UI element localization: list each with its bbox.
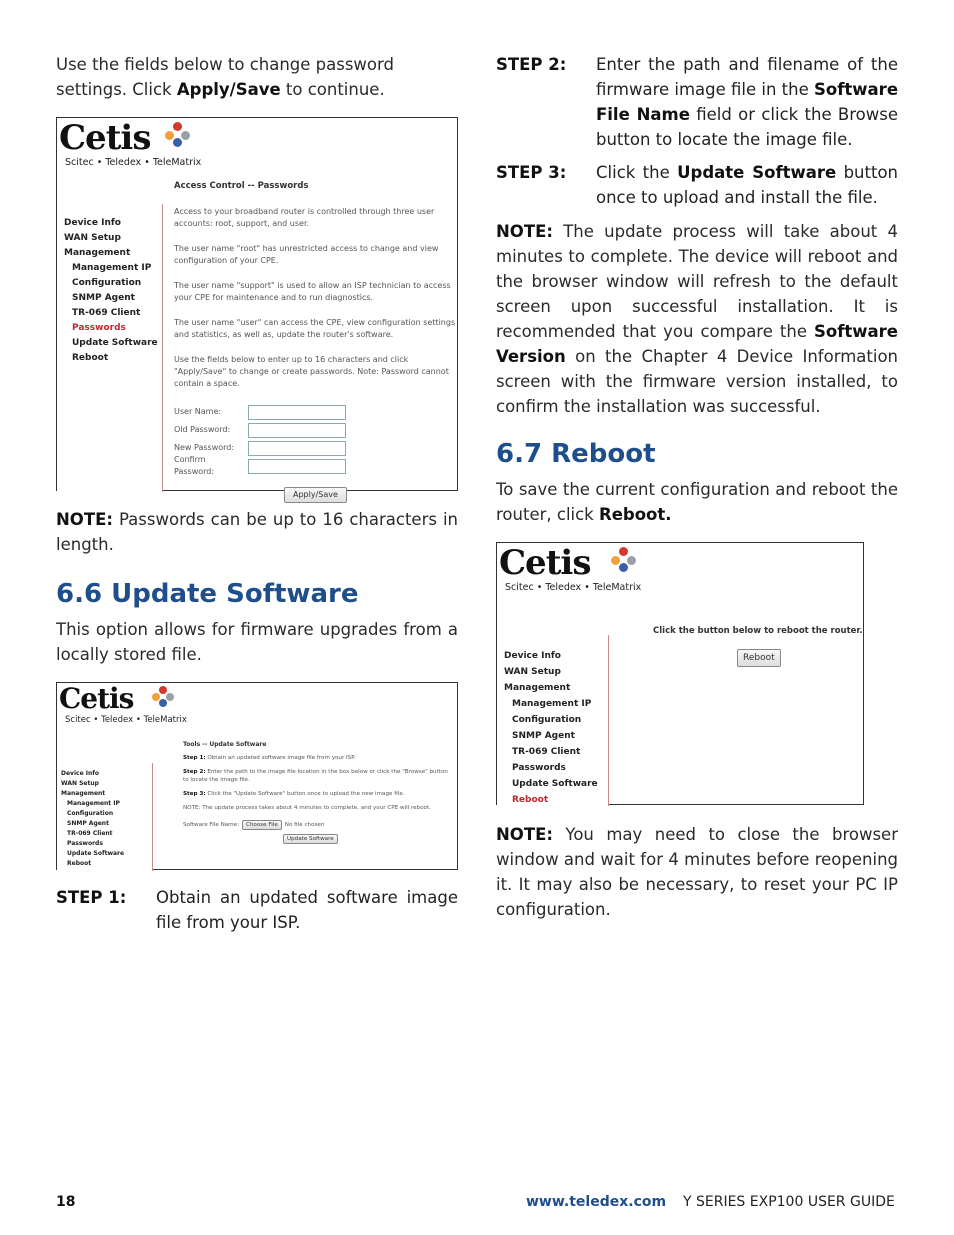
nav-update-software[interactable]: Update Software <box>512 779 598 789</box>
nav-device-info[interactable]: Device Info <box>64 218 121 228</box>
passwords-screenshot <box>56 117 458 499</box>
passwords-desc-2: The user name "root" has unrestricted access to change and view configuration of your CPE. <box>174 244 439 265</box>
update-step-3: Step 3: Click the "Update Software" button once to upload the new image file. <box>183 791 405 797</box>
new-password-label: New Password: <box>174 443 235 452</box>
nav-tr069-client[interactable]: TR-069 Client <box>72 308 141 318</box>
logo-word: Cetis <box>499 543 591 583</box>
nav-snmp-agent[interactable]: SNMP Agent <box>512 731 575 741</box>
software-file-row <box>183 820 455 830</box>
logo-tagline: Scitec • Teledex • TeleMatrix <box>65 157 202 168</box>
step-1 <box>56 885 458 935</box>
footer-guide-title: Y SERIES EXP100 USER GUIDE <box>683 1194 895 1210</box>
confirm-password-input[interactable] <box>248 459 346 474</box>
update-page-title: Tools -- Update Software <box>183 741 267 748</box>
update-software-screenshot <box>56 682 458 870</box>
old-password-input[interactable] <box>248 423 346 438</box>
passwords-desc-1: Access to your broadband router is controlled through three user accounts: root, support, and user. <box>174 207 435 228</box>
nav-management-ip[interactable]: Management IP <box>72 263 152 273</box>
step-1-label: STEP 1: <box>56 888 127 907</box>
update-software-intro: This option allows for firmware upgrades from a locally stored file. <box>56 620 458 664</box>
step-2-label: STEP 2: <box>496 55 567 74</box>
user-name-label: User Name: <box>174 407 222 416</box>
update-step-1: Step 1: Obtain an updated software image file from your ISP. <box>183 755 356 761</box>
step-1-text: Obtain an updated software image file from your ISP. <box>156 888 458 932</box>
nav-snmp-agent[interactable]: SNMP Agent <box>72 293 135 303</box>
reboot-button-wrap <box>653 649 863 667</box>
user-name-input[interactable] <box>248 405 346 420</box>
confirm-password-label: Confirm Password: <box>174 455 215 476</box>
old-password-row <box>174 421 457 439</box>
logo-word: Cetis <box>59 118 151 158</box>
note-label: NOTE: <box>496 222 553 241</box>
passwords-note: NOTE: Passwords can be up to 16 characters in length. <box>56 510 458 554</box>
step-3-label: STEP 3: <box>496 163 567 182</box>
logo-dots-icon <box>151 686 179 708</box>
reboot-button[interactable]: Reboot <box>737 649 781 667</box>
apply-save-button[interactable]: Apply/Save <box>284 487 347 503</box>
update-note: NOTE: The update process takes about 4 minutes to complete, and your CPE will reboot. <box>183 805 431 811</box>
update-software-content <box>183 741 455 844</box>
nav-sidebar <box>57 204 163 492</box>
nav-sidebar <box>57 763 153 871</box>
nav-management[interactable]: Management <box>504 683 571 693</box>
logo-dots-icon <box>163 122 195 148</box>
nav-tr069-client[interactable]: TR-069 Client <box>67 830 113 837</box>
note-label: NOTE: <box>56 510 113 529</box>
logo-tagline: Scitec • Teledex • TeleMatrix <box>505 582 642 593</box>
nav-snmp-agent[interactable]: SNMP Agent <box>67 820 109 827</box>
passwords-desc-4: The user name "user" can access the CPE, view configuration settings and statistics, as well as, update the router's software. <box>174 318 456 339</box>
logo-tagline: Scitec • Teledex • TeleMatrix <box>65 715 187 725</box>
update-button-wrap <box>183 834 455 844</box>
page-number: 18 <box>56 1194 76 1210</box>
apply-save-term: Apply/Save <box>176 80 281 99</box>
footer-url-link[interactable]: www.teledex.com <box>526 1194 667 1210</box>
nav-reboot[interactable]: Reboot <box>67 860 92 867</box>
reboot-instruction: Click the button below to reboot the router. <box>653 626 863 636</box>
nav-device-info[interactable]: Device Info <box>61 770 99 777</box>
note-label: NOTE: <box>496 825 553 844</box>
step-2-text: Enter the path and filename of the firmware image file in the Software File Name field or click the Browse button to locate the image file. <box>596 55 899 149</box>
nav-configuration[interactable]: Configuration <box>67 810 114 817</box>
choose-file-button[interactable]: Choose File <box>242 820 282 830</box>
step-3 <box>496 160 898 210</box>
confirm-password-row <box>174 457 457 475</box>
logo-word: Cetis <box>59 682 134 715</box>
passwords-desc-5: Use the fields below to enter up to 16 characters and click "Apply/Save" to change or create passwords. Note: Password cannot contain a space. <box>174 355 449 388</box>
old-password-label: Old Password: <box>174 425 231 434</box>
nav-configuration[interactable]: Configuration <box>512 715 582 725</box>
passwords-title-area <box>174 180 309 192</box>
nav-update-software[interactable]: Update Software <box>72 338 158 348</box>
left-column <box>56 52 458 935</box>
nav-management[interactable]: Management <box>61 790 106 797</box>
nav-management-ip[interactable]: Management IP <box>67 800 120 807</box>
nav-reboot[interactable]: Reboot <box>512 795 549 805</box>
nav-tr069-client[interactable]: TR-069 Client <box>512 747 581 757</box>
nav-sidebar <box>497 635 609 806</box>
apply-button-wrap <box>174 487 457 503</box>
nav-device-info[interactable]: Device Info <box>504 651 561 661</box>
new-password-input[interactable] <box>248 441 346 456</box>
update-step-2: Step 2: Enter the path to the image file location in the box below or click the "Browse" button to locate the image file. <box>183 769 448 783</box>
nav-wan-setup[interactable]: WAN Setup <box>61 780 99 787</box>
section-title-reboot: 6.7 Reboot <box>496 439 656 469</box>
passwords-page-title: Access Control -- Passwords <box>174 181 309 191</box>
reboot-screenshot <box>496 542 864 805</box>
nav-passwords[interactable]: Passwords <box>72 323 126 333</box>
right-column <box>496 52 898 922</box>
section-title-update-software: 6.6 Update Software <box>56 579 359 609</box>
nav-update-software[interactable]: Update Software <box>67 850 125 857</box>
passwords-desc-3: The user name "support" is used to allow an ISP technician to access your CPE for maintenance and to run diagnostics. <box>174 281 451 302</box>
nav-management[interactable]: Management <box>64 248 131 258</box>
passwords-content <box>174 206 457 503</box>
reboot-note: NOTE: You may need to close the browser window and wait for 4 minutes before reopening it. It may also be necessary, to reset your PC IP configuration. <box>496 825 898 919</box>
nav-reboot[interactable]: Reboot <box>72 353 109 363</box>
reboot-intro: To save the current configuration and reboot the router, click Reboot. <box>496 480 898 524</box>
reboot-content <box>653 625 863 667</box>
nav-wan-setup[interactable]: WAN Setup <box>64 233 121 243</box>
update-note: NOTE: The update process will take about 4 minutes to complete. The device will reboot and the browser window will refresh to the default screen upon successful installation. It is recommended that you compare the Software Version on the Chapter 4 Device Information screen with the firmware version installed, to confirm the installation was successful. <box>496 222 898 416</box>
step-3-text: Click the Update Software button once to upload and install the file. <box>596 163 899 207</box>
nav-passwords[interactable]: Passwords <box>512 763 566 773</box>
passwords-intro: Use the fields below to change password settings. Click Apply/Save to continue. <box>56 55 394 99</box>
step-2 <box>496 52 898 152</box>
logo-dots-icon <box>609 547 641 573</box>
nav-passwords[interactable]: Passwords <box>67 840 103 847</box>
nav-management-ip[interactable]: Management IP <box>512 699 592 709</box>
user-name-row <box>174 403 457 421</box>
update-software-button[interactable]: Update Software <box>283 834 338 844</box>
nav-wan-setup[interactable]: WAN Setup <box>504 667 561 677</box>
nav-configuration[interactable]: Configuration <box>72 278 142 288</box>
no-file-chosen-text: No file chosen <box>284 822 325 828</box>
software-file-label: Software File Name: <box>183 822 239 828</box>
